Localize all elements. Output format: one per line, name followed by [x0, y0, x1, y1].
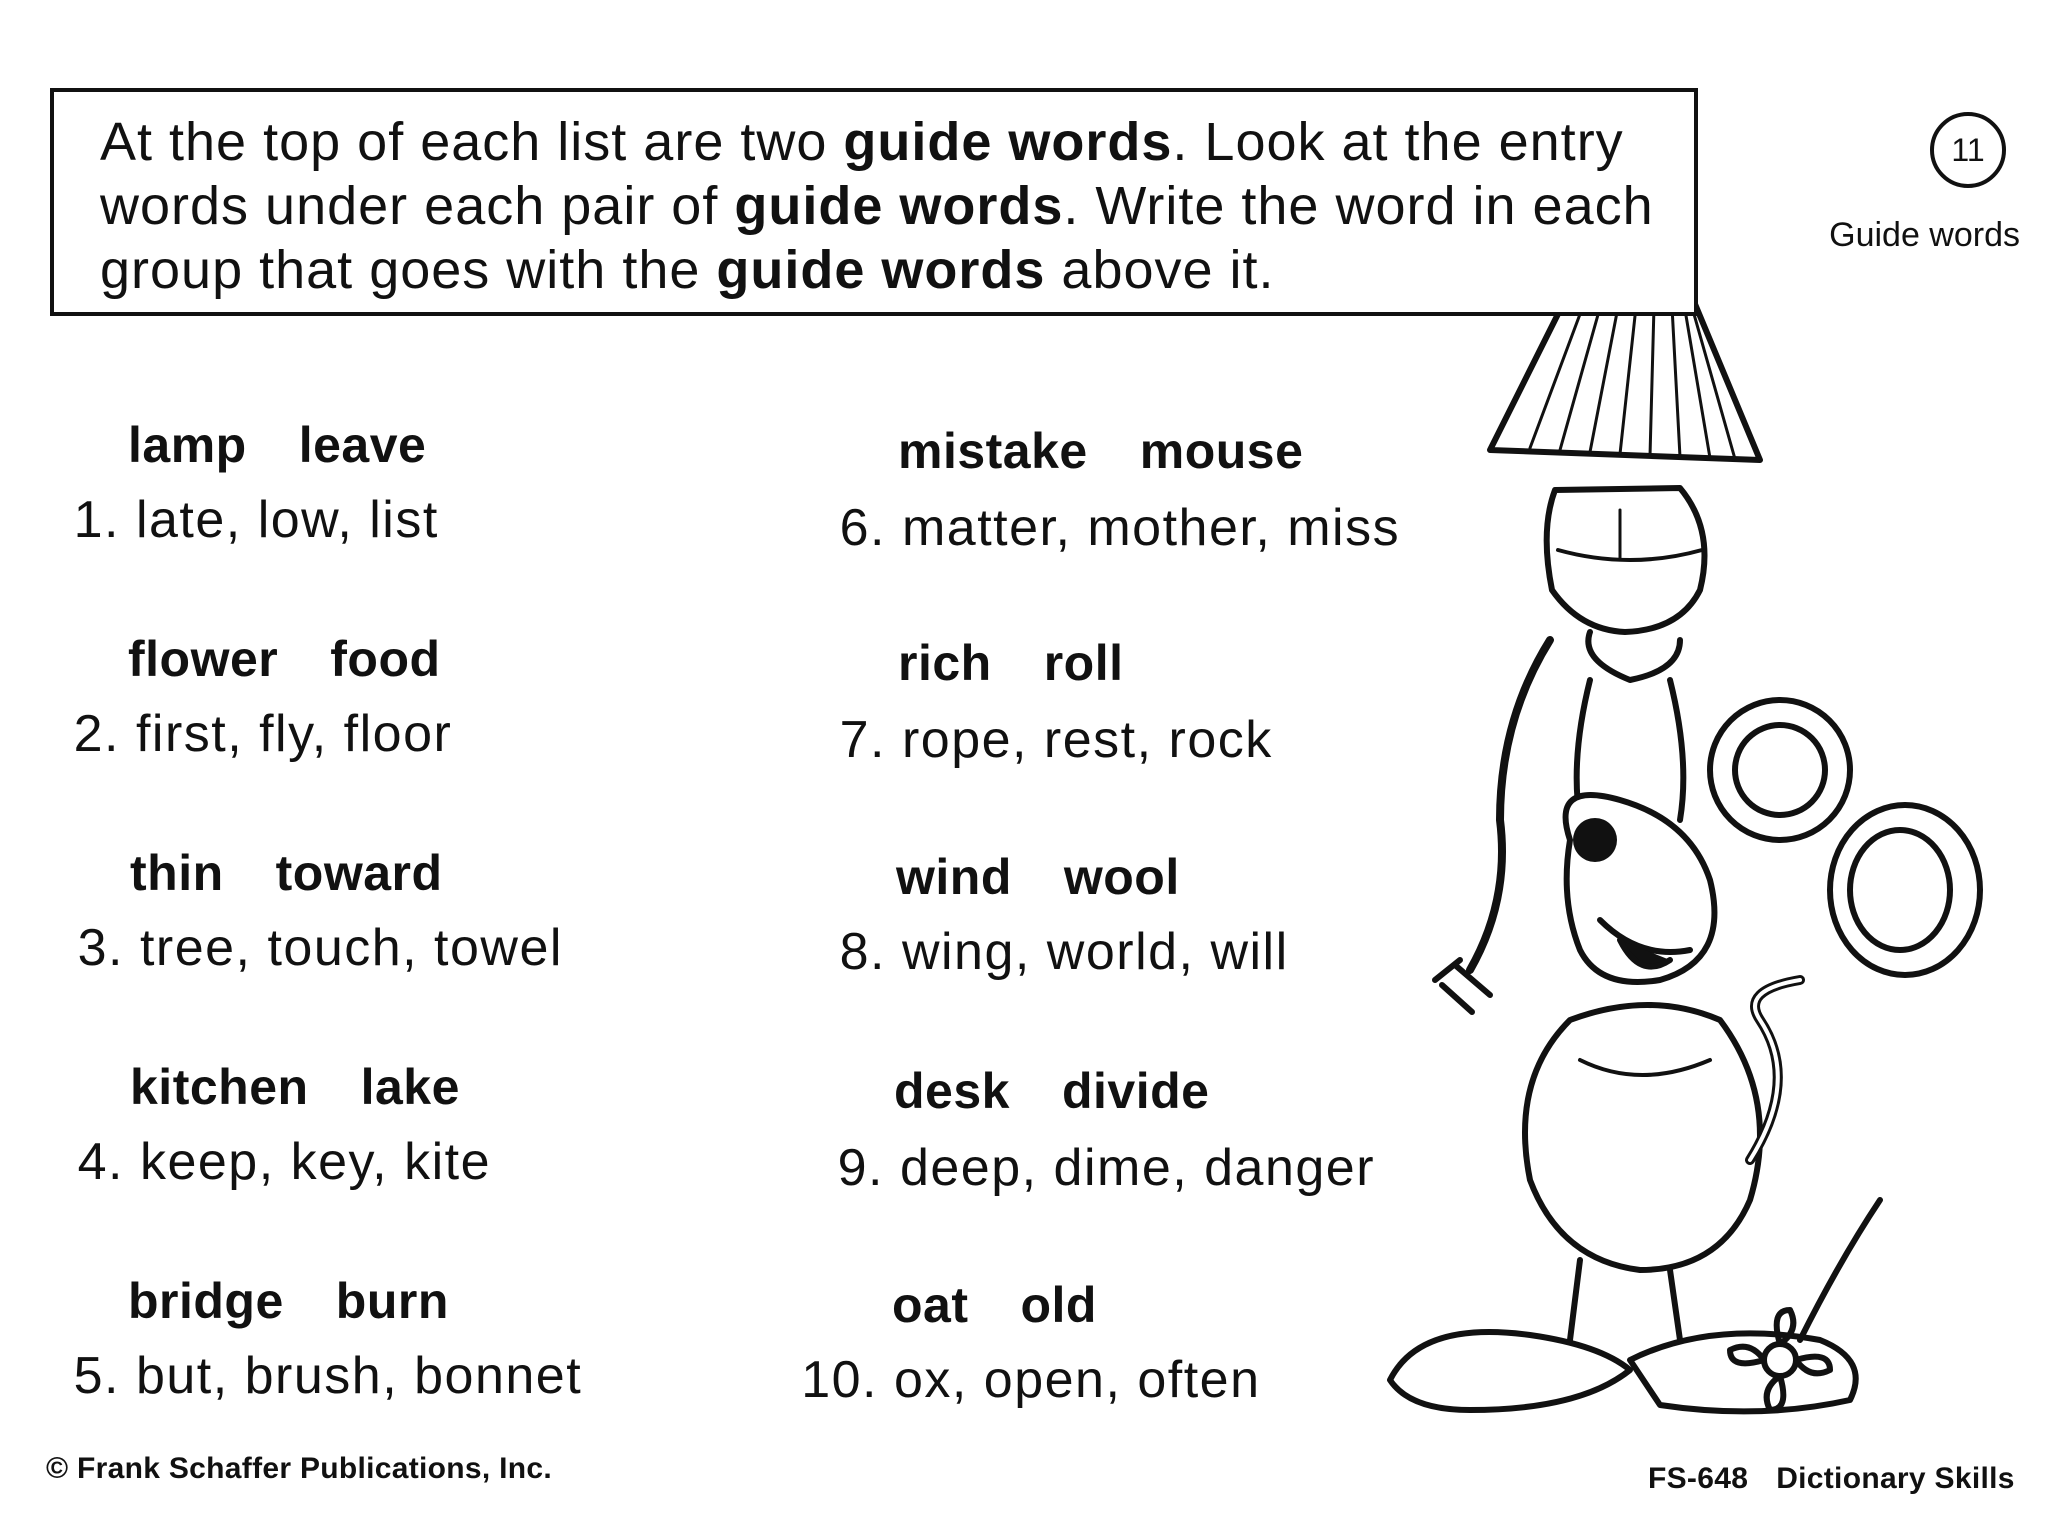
- guide-word: wool: [1063, 849, 1180, 905]
- mouse-body-icon: [1525, 1005, 1760, 1270]
- guide-word: food: [330, 631, 441, 687]
- item-number: 6.: [839, 499, 886, 557]
- guide-words-2: [128, 630, 441, 688]
- entry-words-9: [818, 1138, 1375, 1198]
- entry-words: rope, rest, rock: [901, 711, 1273, 769]
- entry-words: matter, mother, miss: [901, 499, 1401, 557]
- copyright-notice: © Frank Schaffer Publications, Inc.: [46, 1452, 553, 1485]
- item-number: 5.: [73, 1347, 120, 1405]
- guide-word: bridge: [128, 1273, 284, 1329]
- guide-word: lamp: [128, 417, 247, 473]
- guide-word: mistake: [898, 423, 1088, 479]
- entry-words-2: [54, 704, 452, 764]
- item-number: 7.: [839, 711, 886, 769]
- item-number: 10.: [801, 1351, 878, 1409]
- guide-words-7: [898, 634, 1124, 692]
- topic-label: Guide words: [1829, 216, 2020, 254]
- item-number: 1.: [73, 491, 120, 549]
- mouse-ear-icon: [1710, 700, 1850, 840]
- entry-words-4: [58, 1132, 491, 1192]
- instructions-box: [50, 88, 1698, 316]
- mouse-foot-icon: [1390, 1332, 1630, 1410]
- guide-words-8: [896, 848, 1180, 906]
- page-number: 11: [1951, 131, 1985, 168]
- entry-words-8: [820, 922, 1289, 982]
- item-number: 4.: [77, 1133, 124, 1191]
- guide-words-10: [892, 1276, 1097, 1334]
- item-number: 8.: [839, 923, 886, 981]
- instructions-emphasis-1: guide words: [843, 112, 1173, 172]
- entry-words: wing, world, will: [901, 923, 1289, 981]
- entry-words-7: [820, 710, 1273, 770]
- instructions-text-3: . Write the word in each group that goes with the: [100, 176, 1654, 300]
- guide-words-1: [128, 416, 426, 474]
- instructions-text-2: . Look at the entry words under each pair of: [100, 112, 1624, 236]
- item-number: 3.: [77, 919, 124, 977]
- entry-words: keep, key, kite: [139, 1133, 491, 1191]
- guide-word: roll: [1043, 635, 1124, 691]
- guide-word: mouse: [1139, 423, 1304, 479]
- item-number: 9.: [837, 1139, 884, 1197]
- entry-words: late, low, list: [135, 491, 439, 549]
- product-code: FS-648: [1648, 1462, 1749, 1495]
- guide-word: flower: [128, 631, 279, 687]
- entry-words-1: [58, 490, 439, 550]
- entry-words-5: [54, 1346, 582, 1406]
- instructions-emphasis-2: guide words: [734, 176, 1064, 236]
- entry-words-3: [58, 918, 563, 978]
- mouse-with-lamp-illustration: [1380, 260, 2000, 1450]
- guide-words-6: [898, 422, 1303, 480]
- guide-word: wind: [896, 849, 1012, 905]
- guide-word: rich: [898, 635, 992, 691]
- guide-words-5: [128, 1272, 449, 1330]
- guide-word: kitchen: [130, 1059, 309, 1115]
- instructions-text-1: At the top of each list are two: [100, 112, 844, 172]
- guide-word: lake: [360, 1059, 460, 1115]
- guide-word: burn: [335, 1273, 449, 1329]
- guide-word: desk: [894, 1063, 1010, 1119]
- guide-word: oat: [892, 1277, 969, 1333]
- entry-words-10: [786, 1350, 1261, 1410]
- guide-words-9: [894, 1062, 1209, 1120]
- guide-word: toward: [275, 845, 443, 901]
- flower-icon: [1764, 1344, 1796, 1376]
- entry-words-6: [820, 498, 1400, 558]
- guide-word: divide: [1061, 1063, 1210, 1119]
- guide-word: leave: [298, 417, 427, 473]
- product-info: [1648, 1462, 2015, 1496]
- guide-words-4: [130, 1058, 460, 1116]
- guide-word: old: [1020, 1277, 1097, 1333]
- instructions-text-4: above it.: [1045, 240, 1275, 300]
- entry-words: tree, touch, towel: [139, 919, 563, 977]
- entry-words: but, brush, bonnet: [135, 1347, 583, 1405]
- guide-word: thin: [130, 845, 224, 901]
- entry-words: first, fly, floor: [135, 705, 453, 763]
- page-number-badge: [1930, 112, 2006, 188]
- guide-words-3: [130, 844, 443, 902]
- instructions-emphasis-3: guide words: [716, 240, 1046, 300]
- item-number: 2.: [73, 705, 120, 763]
- entry-words: ox, open, often: [893, 1351, 1261, 1409]
- entry-words: deep, dime, danger: [899, 1139, 1376, 1197]
- series-title: Dictionary Skills: [1776, 1462, 2015, 1495]
